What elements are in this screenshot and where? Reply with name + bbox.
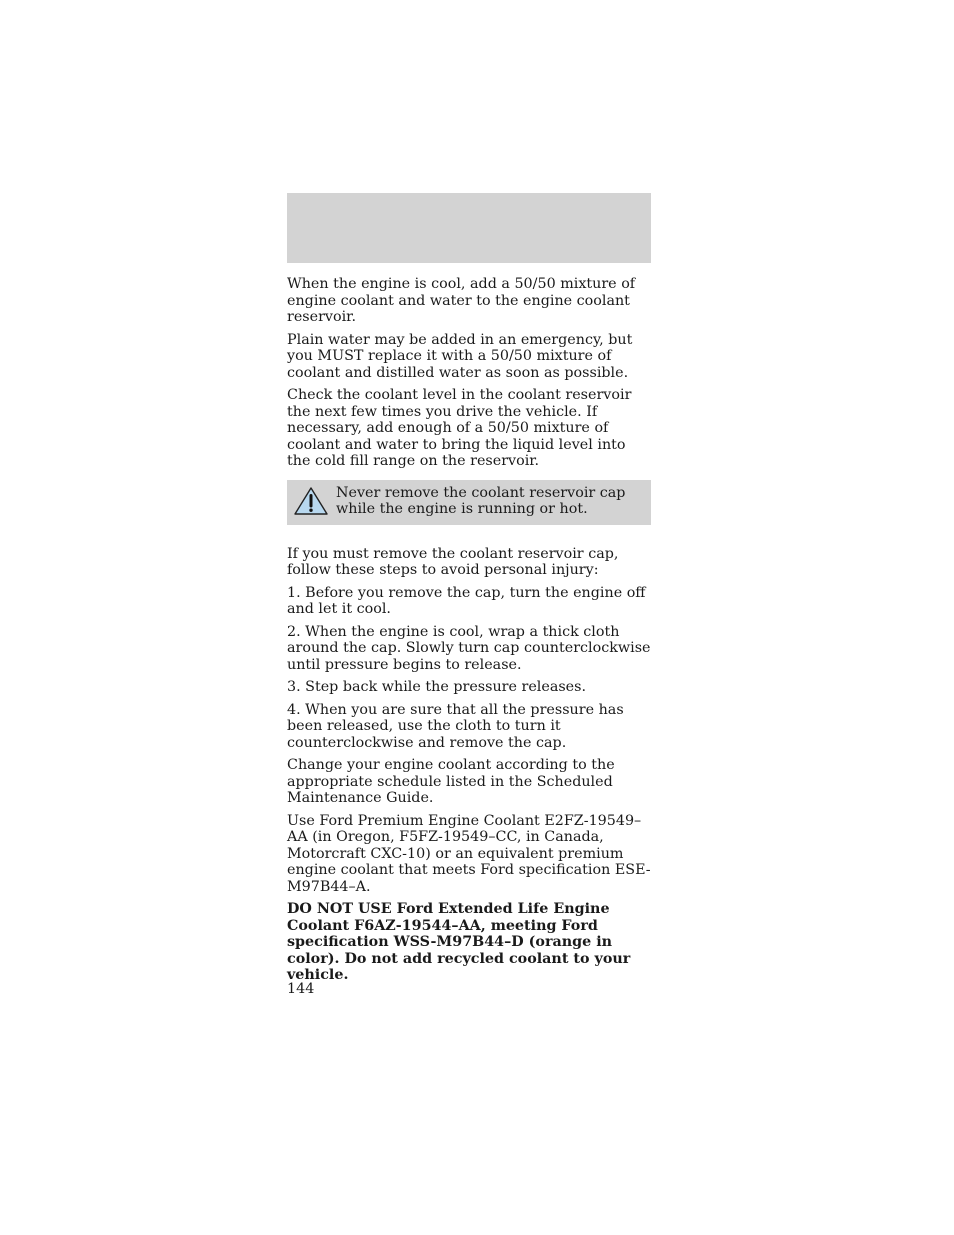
- warning-text: Never remove the coolant reservoir cap while the engine is running or hot.: [336, 484, 626, 517]
- page-content: [287, 276, 651, 990]
- paragraph-add-coolant: When the engine is cool, add a 50/50 mixture of engine coolant and water to the engine coolant reservoir.: [287, 276, 636, 325]
- warning-box: [287, 480, 651, 525]
- paragraph-plain-water: Plain water may be added in an emergency, but you MUST replace it with a 50/50 mixture of coolant and distilled water as soon as possible.: [287, 331, 633, 381]
- paragraph-change-coolant: Change your engine coolant according to the appropriate schedule listed in the Scheduled Maintenance Guide.: [287, 757, 615, 806]
- paragraph-remove-cap-intro: If you must remove the coolant reservoir cap, follow these steps to avoid personal injury:: [287, 545, 619, 578]
- paragraph-premium-coolant: Use Ford Premium Engine Coolant E2FZ-19549–AA (in Oregon, F5FZ-19549–CC, in Canada, Motorcraft CXC-10) or an equivalent premium engine coolant that meets Ford specification ESE-M97B44–A.: [287, 812, 651, 895]
- step-1: 1. Before you remove the cap, turn the engine off and let it cool.: [287, 584, 646, 617]
- step-3: 3. Step back while the pressure releases.: [287, 679, 587, 695]
- paragraph-check-level: Check the coolant level in the coolant reservoir the next few times you drive the vehicle. If necessary, add enough of a 50/50 mixture of coolant and water to bring the liquid level into the cold fill range on the reservoir.: [287, 387, 632, 469]
- page-number: 144: [287, 981, 315, 997]
- bold-note-do-not-use: DO NOT USE Ford Extended Life Engine Coolant F6AZ-19544–AA, meeting Ford specification WSS-M97B44–D (orange in color). Do not add recycled coolant to your vehicle.: [287, 901, 631, 983]
- step-2: 2. When the engine is cool, wrap a thick cloth around the cap. Slowly turn cap counterclockwise until pressure begins to release.: [287, 623, 651, 673]
- step-4: 4. When you are sure that all the pressure has been released, use the cloth to turn it counterclockwise and remove the cap.: [287, 701, 624, 751]
- warning-triangle-icon: [293, 486, 329, 516]
- section-header-band: [287, 193, 651, 263]
